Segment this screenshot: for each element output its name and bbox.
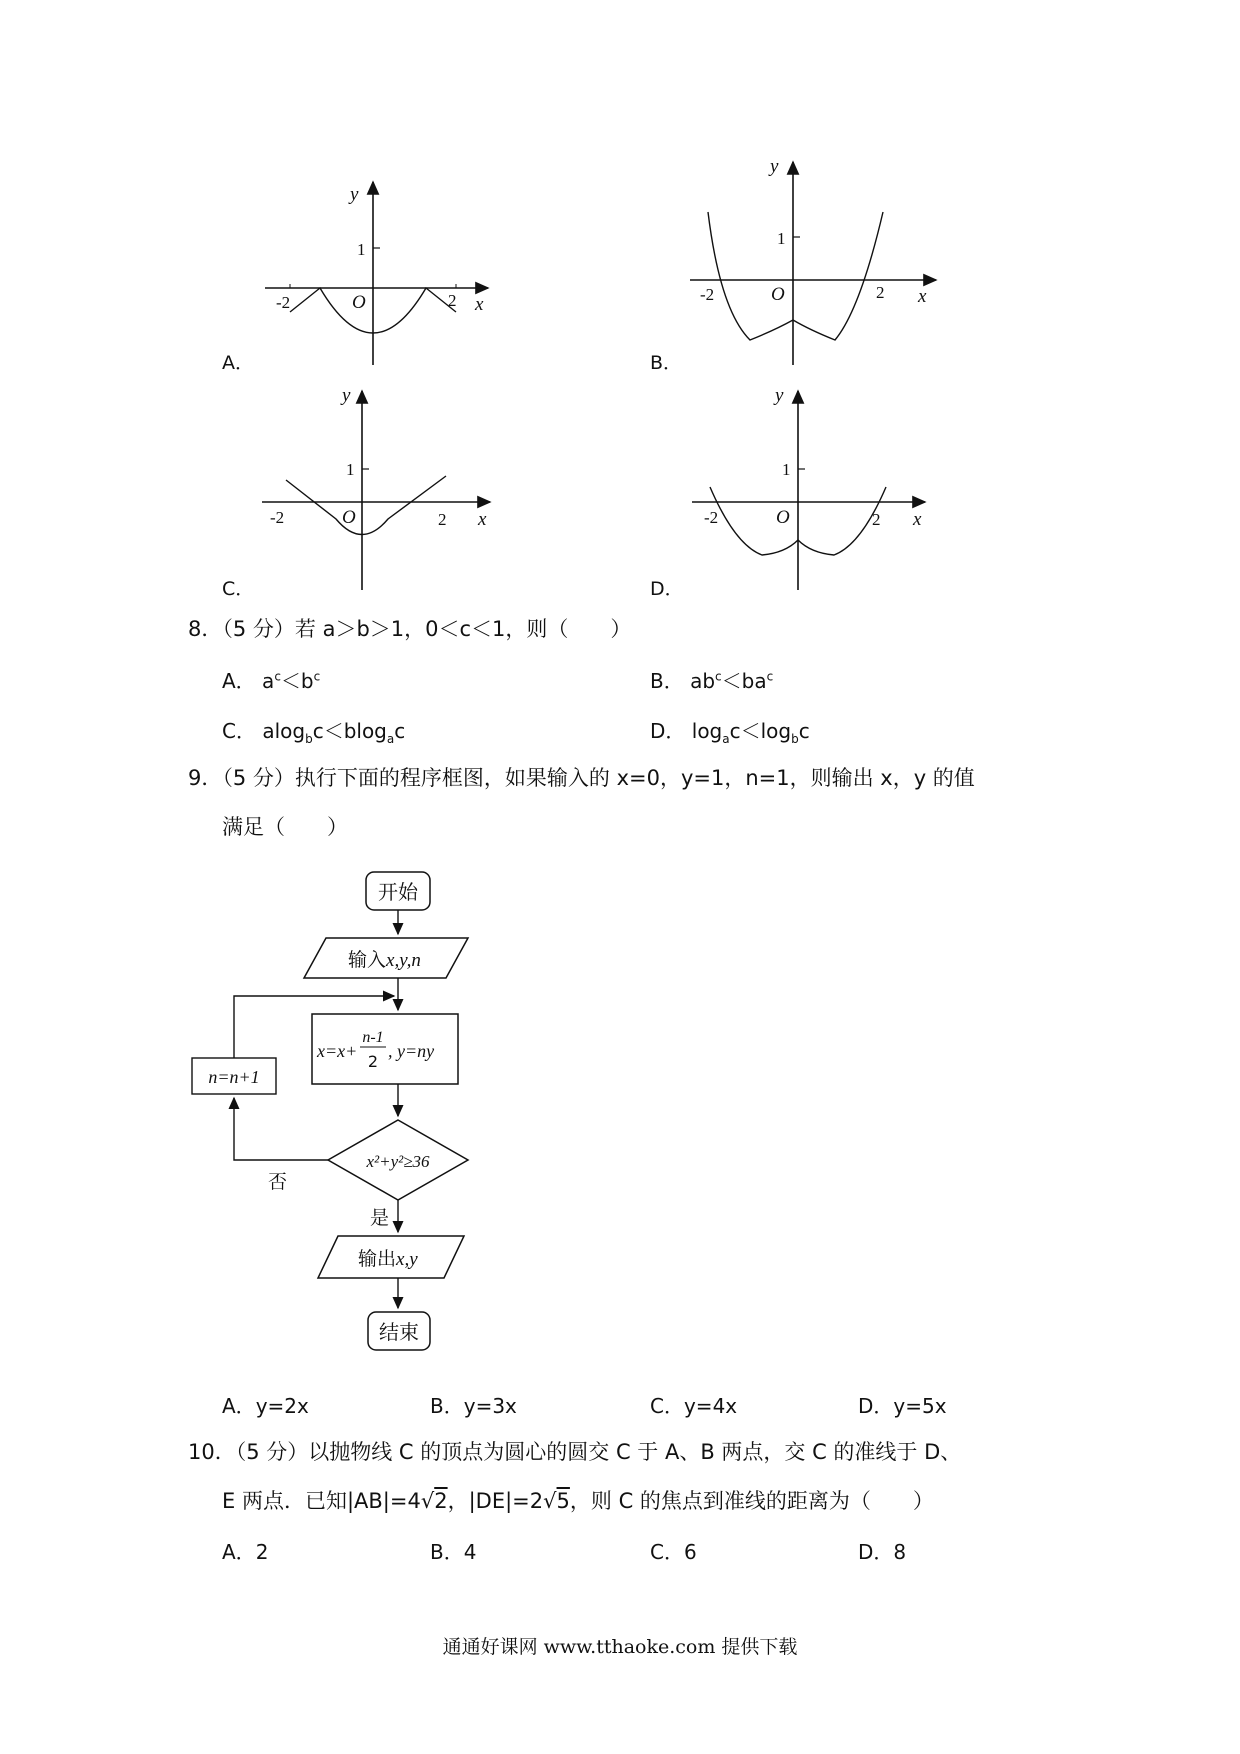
y-label: y [342, 385, 351, 406]
q10-option-a-letter: A． [222, 1540, 256, 1564]
q10-option-c-text: 6 [683, 1540, 697, 1564]
x-label: x [913, 509, 922, 530]
flow-output-vars: x,y [396, 1249, 418, 1270]
q10-option-a [222, 1536, 268, 1565]
flow-output-prefix: 输出 [358, 1248, 397, 1270]
y-label: y [770, 156, 779, 177]
q10-option-c-letter: C． [650, 1540, 684, 1564]
q8-option-a-letter: A． [222, 669, 256, 693]
graph-option-d-letter: D． [650, 578, 684, 600]
q9-option-c-letter: C． [650, 1394, 684, 1418]
tick-1: 1 [782, 460, 791, 479]
tick-neg2: -2 [704, 508, 719, 527]
q8-option-a-text: $a^c<b^c$ [262, 669, 321, 693]
q9-option-a-text: y=2x [255, 1394, 309, 1418]
q9-stem-line2: 满足（ ） [222, 815, 348, 839]
q10-option-b [430, 1536, 476, 1565]
y-label: y [775, 385, 784, 406]
sqrt-icon: √ [543, 1489, 557, 1513]
q10-option-d-letter: D． [858, 1540, 894, 1564]
flow-process-y: , y=ny [388, 1041, 435, 1061]
tick-2: 2 [448, 291, 457, 310]
q9-option-d [858, 1390, 947, 1419]
q9-option-b-letter: B． [430, 1394, 464, 1418]
q8-option-c-text: alog$_b$c＜blog$_a$c [262, 719, 406, 746]
tick-1: 1 [777, 229, 786, 248]
x-label: x [478, 509, 487, 530]
x-label: x [918, 286, 927, 307]
flow-decision-label: x²+y²≥36 [366, 1152, 430, 1171]
q9-stem-line1: 9．（5 分）执行下面的程序框图，如果输入的 x=0，y=1，n=1，则输出 x，y 的值 [188, 766, 975, 790]
flow-process-den: 2 [367, 1052, 379, 1071]
q9-option-d-text: y=5x [893, 1394, 947, 1418]
q8-option-d [650, 715, 810, 746]
origin-label: O [771, 284, 785, 305]
tick-2: 2 [876, 283, 885, 302]
q10-option-d-text: 8 [893, 1540, 907, 1564]
q10-rad1: 2 [434, 1489, 448, 1513]
tick-neg2: -2 [270, 508, 285, 527]
graph-option-a-letter: A． [222, 352, 254, 374]
q10-stem-part-b: ，|DE|=2 [447, 1489, 544, 1513]
x-label: x [475, 294, 484, 315]
q9-option-a [222, 1390, 309, 1419]
graph-b [680, 150, 950, 370]
sqrt-icon: √ [420, 1489, 435, 1513]
q8-option-d-letter: D． [650, 719, 686, 743]
flow-yes-label: 是 [370, 1207, 390, 1229]
q8-stem: 8．（5 分）若 a＞b＞1，0＜c＜1，则（ ） [188, 617, 632, 641]
flow-end-label: 结束 [379, 1320, 419, 1344]
tick-neg2: -2 [276, 293, 291, 312]
q10-stem-line2 [222, 1486, 934, 1516]
svg-text:输出x,y [358, 1248, 418, 1270]
graph-option-b-letter: B． [650, 352, 683, 374]
q9-option-d-letter: D． [858, 1394, 894, 1418]
page-footer: 通通好课网 www.tthaoke.com 提供下载 [442, 1636, 798, 1658]
tick-neg2: -2 [700, 285, 715, 304]
tick-1: 1 [346, 460, 355, 479]
graph-option-c-letter: C． [222, 578, 255, 600]
curve-b [708, 212, 883, 340]
q8-option-b-letter: B． [650, 669, 684, 693]
q8-option-c-letter: C． [222, 719, 256, 743]
flow-process-num: n-1 [362, 1029, 384, 1046]
flowchart [180, 860, 500, 1360]
flow-input-prefix: 输入 [348, 949, 387, 971]
q9-option-c-text: y=4x [683, 1394, 738, 1418]
q10-stem-part-a: E 两点．已知|AB|=4 [222, 1489, 421, 1513]
tick-1: 1 [357, 240, 366, 259]
graph-a [250, 170, 500, 370]
q10-stem-part-c: ，则 C 的焦点到准线的距离为（ ） [569, 1489, 934, 1513]
q10-option-a-text: 2 [255, 1540, 269, 1564]
tick-2: 2 [872, 510, 881, 529]
flow-start-label: 开始 [378, 880, 418, 904]
q8-option-d-text: $\log_ac<\log_bc$ [691, 719, 810, 746]
q9-option-b [430, 1390, 517, 1419]
q10-option-b-letter: B． [430, 1540, 464, 1564]
q8-option-a [222, 665, 320, 694]
flow-input-vars: x,y,n [386, 950, 421, 971]
origin-label: O [352, 292, 366, 313]
origin-label: O [776, 507, 790, 528]
flow-loop-label: n=n+1 [208, 1067, 260, 1087]
graph-d [680, 385, 940, 595]
y-label: y [350, 184, 359, 205]
q10-option-b-text: 4 [463, 1540, 477, 1564]
q9-option-c [650, 1390, 737, 1419]
q8-option-b [650, 665, 773, 694]
graph-c [250, 385, 500, 595]
q9-option-b-text: y=3x [463, 1394, 517, 1418]
q10-rad2: 5 [556, 1489, 570, 1513]
tick-2: 2 [438, 510, 447, 529]
q10-stem-line1: 10．（5 分）以抛物线 C 的顶点为圆心的圆交 C 于 A、B 两点，交 C 的准线于 D、 [188, 1440, 962, 1464]
curve-c [286, 476, 446, 535]
flow-process-x: x=x+ [317, 1041, 358, 1061]
svg-text:输入x,y,n [348, 949, 421, 971]
q8-option-c [222, 715, 405, 746]
flow-no-label: 否 [268, 1171, 288, 1193]
q8-option-b-text: $ab^c<ba^c$ [690, 669, 774, 693]
q10-option-d [858, 1536, 906, 1565]
q9-option-a-letter: A． [222, 1394, 256, 1418]
q10-option-c [650, 1536, 697, 1565]
origin-label: O [342, 507, 356, 528]
